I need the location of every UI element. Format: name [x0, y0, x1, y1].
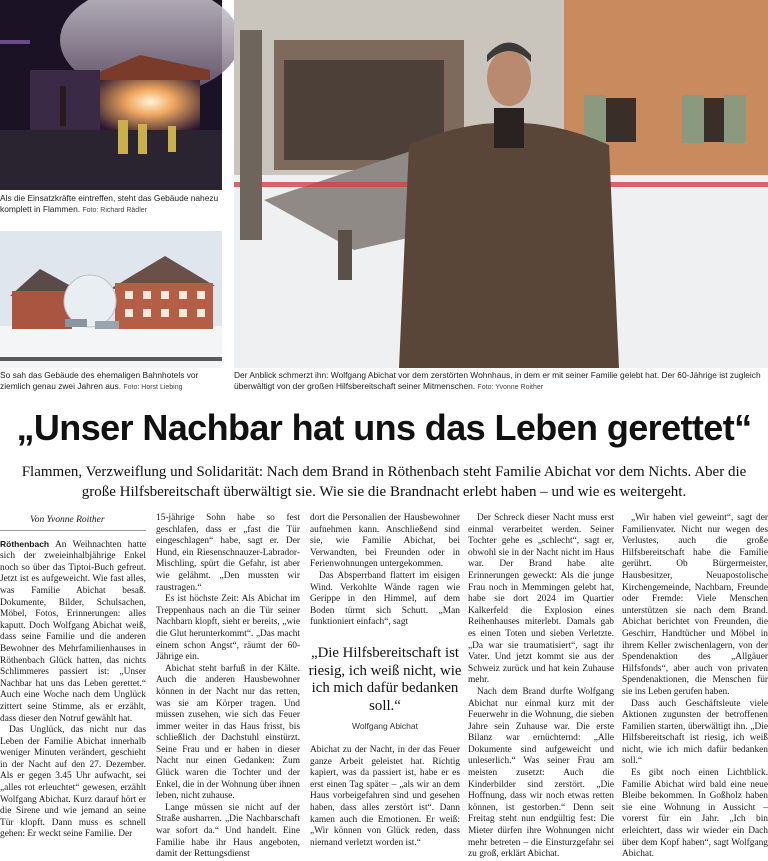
paragraph: dort die Personalien der Hausbewohner aufnehmen kann. Anschließend sind sie, wie Familie Abichat, bei Verwandten, bei Freunden oder in Ferienwohnungen untergekommen.	[310, 513, 460, 570]
photo-credit: Foto: Richard Rädler	[82, 207, 147, 214]
paragraph: Es ist höchste Zeit: Als Abichat im Treppenhaus nach an die Tür seiner Nachbarn klopft, sieht er bereits, „wie die Glut herunterkommt“. „Das macht einem schon Angst“, räumt der 60-Jährige ein.	[156, 594, 300, 663]
pull-quote	[306, 645, 464, 731]
paragraph: Abichat steht barfuß in der Kälte. Auch die anderen Hausbewohner können in der Nacht nur das retten, was sie am Körper tragen. Und müssen zusehen, wie sich das Feuer immer weiter in das Haus frisst, bis schließlich der Dachstuhl einstürzt. Seine Frau und er haben in dieser Nacht nur einen Gedanken: Zum Glück waren die Tochter und der Enkel, die in der Wohnung über ihnen leben, nicht zuhause.	[156, 663, 300, 802]
building-photo-caption	[0, 370, 222, 393]
column-3-top	[310, 513, 460, 629]
fire-photo	[0, 0, 222, 190]
main-photo-caption	[234, 370, 768, 393]
paragraph: Es gibt noch einen Lichtblick. Familie Abichat wird bald eine neue Bleibe bekommen. In Goßholz haben sie eine Wohnung in Aussicht – vorerst für ein Jahr. „Ich bin erleichtert, dass wir wieder ein Dach über dem Kopf haben“, sagt Wolfgang Abichat.	[622, 768, 768, 860]
photo-credit: Foto: Horst Liebing	[123, 384, 183, 391]
paragraph: Dass auch Geschäftsleute viele Aktionen zugunsten der betroffenen Familien starten, überwältigt ihn. „Die Hilfsbereitschaft ist riesig, ich weiß nicht, wie ich mich dafür bedanken soll.“	[622, 698, 768, 767]
building-photo	[0, 231, 222, 368]
pull-quote-author: Wolfgang Abichat	[352, 721, 418, 731]
column-4	[468, 513, 614, 861]
main-photo	[234, 0, 768, 368]
dateline: Röthenbach	[0, 538, 50, 549]
column-3-bottom	[310, 745, 460, 849]
paragraph: Nach dem Brand durfte Wolfgang Abichat nur einmal kurz mit der Feuerwehr in die Wohnung, die sieben Jahre sein Zuhause war. Die erste Bilanz war ernüchternd: „Alle Dokumente sind aufgeweicht und unleserlich.“ Was seiner Frau am meisten zusetzt: Auch die Kinderbilder sind zerstört. „Die Hoffnung, dass wir noch etwas retten können, ist gestorben.“ Denn seit Freitag steht nun endgültig fest: Die Mieter dürfen ihre Wohnungen nicht mehr betreten – die Einsturzgefahr sei zu groß, erklärt Abichat.	[468, 686, 614, 860]
column-5	[622, 513, 768, 861]
subheadline: Flammen, Verzweiflung und Solidarität: Nach dem Brand in Röthenbach steht Familie Abichat vor dem Nichts. Aber die große Hilfsbereitschaft überwältigt sie. Wie sie die Brandnacht erlebt haben – und wie es weitergeht.	[21, 464, 747, 500]
paragraph: „Wir haben viel geweint“, sagt der Familienvater. Nicht nur wegen des Verlustes, auch die große Hilfsbereitschaft habe die Familie gerührt. Ob Bürgermeister, Hausbesitzer, Neuapostolische Kirchengemeinde, Nachbarn, Freunde oder Fremde: Viele Menschen unterstützen sie nach dem Brand. Abichat berichtet von Freunden, die Geschirr, Handtücher und Möbel in ihrem Keller zwischenlagern, von der Spendenaktion des „Allgäuer Hilfsfonds“, aber auch von privaten Spendenaktionen, die Menschen für sie ins Leben gerufen haben.	[622, 513, 768, 697]
caption-text: Der Anblick schmerzt ihn: Wolfgang Abichat vor dem zerstörten Wohnhaus, in dem er mit seiner Familie gelebt hat. Der 60-Jährige ist zugleich überwältigt von der großen Hilfsbereitschaft seiner Mitmenschen.	[234, 370, 761, 391]
paragraph-text: An Weihnachten hatte sich der zweieinhalbjährige Enkel noch so über das Tiptoi-Buch gefreut. Jetzt ist es aufgeweicht. Wie fast alles, was Familie Abichat besaß. Dokumente, Bilder, Schulsachen, Möbel, Fotos, Erinnerungen: alles kaputt. Doch Wolfgang Abichat weiß, dass seine Familie und die anderen Bewohner des Mehrfamilienhauses in Röthenbach Glück hatten, das nichts Schlimmeres passiert ist: „Unser Nachbar hat uns das Leben gerettet.“ Auch eine Woche nach dem Unglück zittert seine Stimme, als er erzählt, dass dieser den Notruf gewählt hat.	[0, 539, 146, 724]
headline: „Unser Nachbar hat uns das Leben gerettet“	[16, 407, 752, 448]
pull-quote-text: „Die Hilfsbereitschaft ist riesig, ich weiß nicht, wie ich mich dafür bedanken soll.“	[308, 645, 462, 714]
author-byline: Von Yvonne Roither	[0, 513, 146, 531]
paragraph: Das Unglück, das nicht nur das Leben der Familie Abichat innerhalb weniger Minuten verändert, geschieht in der Nacht auf den 27. Dezember. Als er gegen 3.45 Uhr aufwacht, sei „alles rot erleuchtet“ gewesen, erzählt Wolfgang Abichat. Kurz darauf hört er die Sirene und wie jemand an seine Tür klopft. Dann muss es schnell gehen: Er weckt seine Familie. Der	[0, 725, 146, 840]
caption-text: So sah das Gebäude des ehemaligen Bahnhotels vor ziemlich genau zwei Jahren aus.	[0, 370, 199, 391]
fire-photo-caption	[0, 193, 222, 216]
column-1	[0, 513, 146, 841]
photo-credit: Foto: Yvonne Roither	[477, 384, 544, 391]
paragraph: Abichat zu der Nacht, in der das Feuer ganze Arbeit geleistet hat. Richtig kapiert, was da passiert ist, habe er es erst einen Tag später – „als wir an dem Haus vorbeigefahren sind und gesehen haben, dass alles zerstört ist“. Dann kamen auch die Emotionen. Er weiß: „Wir können von Glück reden, dass niemand verletzt worden ist.“	[310, 745, 460, 848]
paragraph: Das Absperrband flattert im eisigen Wind. Verkohlte Wände ragen wie Gerippe in den Himmel, auf dem Boden türmt sich Schutt. „Man funktioniert einfach“, sagt	[310, 570, 460, 628]
column-2	[156, 513, 300, 861]
paragraph: Lange müssen sie nicht auf der Straße ausharren. „Die Nachbarschaft war sofort da.“ Und handelt. Eine Familie habe ihr Haus angeboten, damit der Rettungsdienst	[156, 802, 300, 860]
paragraph: Der Schreck dieser Nacht muss erst einmal verarbeitet werden. Seiner Tochter gehe es „schlecht“, sagt er, obwohl sie in der Nacht nicht im Haus war. Der Brand habe alte Erinnerungen geweckt: Als die junge Frau noch in Memmingen gelebt hat, habe sie dort 2024 im Quartier Kalkerfeld die Explosion eines Reihenhauses miterlebt. Damals gab es einen Toten und sieben Verletzte. „Da war sie traumatisiert“, sagt ihr Vater. Und jetzt kommt sie aus der Schweiz zurück und hat kein Zuhause mehr.	[468, 513, 614, 686]
paragraph	[0, 539, 146, 726]
paragraph: 15-jährige Sohn habe so fest geschlafen, dass er „fast die Tür eingeschlagen“ habe, sagt er. Der Hund, ein Riesenschnauzer-Labrador-Mischling, spürt die Gefahr, ist aber wie gelähmt. „Den mussten wir raustragen.“	[156, 513, 300, 593]
caption-text: Als die Einsatzkräfte eintreffen, steht das Gebäude nahezu komplett in Flammen.	[0, 193, 219, 214]
